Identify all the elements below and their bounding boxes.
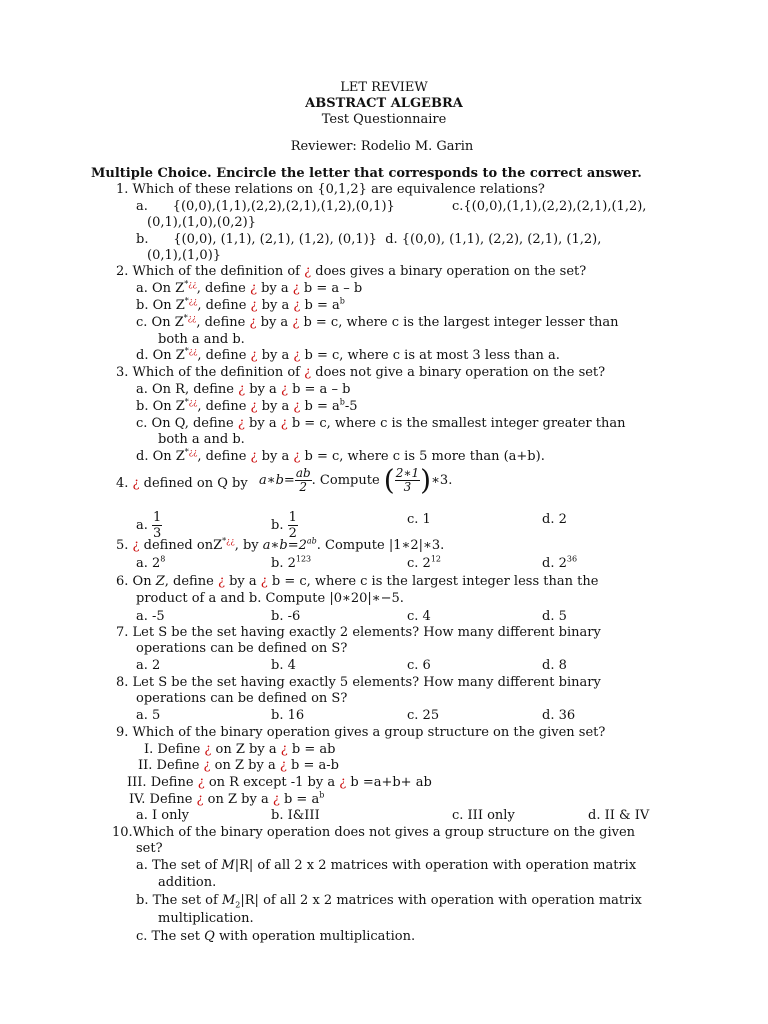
q2-option-d: d. On Z*¿¿, define ¿ by a ¿ b = c, where c is at most 3 less than a. [136, 346, 560, 363]
question-10-cont: set? [136, 841, 163, 856]
q9-item-iii: III. Define ¿ on R except -1 by a ¿ b =a+b+ ab [127, 775, 432, 790]
question-2: 2. Which of the definition of ¿ does gives a binary operation on the set? [116, 264, 587, 279]
question-1: 1. Which of these relations on {0,1,2} are equivalence relations? [116, 182, 545, 197]
q3-option-a: a. On R, define ¿ by a ¿ b = a – b [136, 382, 351, 397]
q7-option-b: b. 4 [271, 658, 296, 673]
doc-title: ABSTRACT ALGEBRA [305, 96, 463, 111]
q9-item-i: I. Define ¿ on Z by a ¿ b = ab [144, 742, 336, 757]
q4-expression: a∗b= $\frac{ab}{2}$ . Compute ( $\frac{2∗1}{3}$ )∗3. [259, 463, 453, 497]
q7-option-a: a. 2 [136, 658, 161, 673]
instructions: Multiple Choice. Encircle the letter that corresponds to the correct answer. [91, 166, 642, 181]
q9-option-b: b. I&III [271, 808, 320, 823]
question-7: 7. Let S be the set having exactly 2 elements? How many different binary [116, 625, 601, 640]
q3-option-b: b. On Z*¿¿, define ¿ by a ¿ $b = a^b-5$ [136, 397, 358, 414]
q3-option-c-cont: both a and b. [158, 432, 245, 447]
q9-option-c: c. III only [452, 808, 515, 823]
q5-option-a: a. $2^8$ [136, 554, 166, 571]
q6-option-b: b. -6 [271, 609, 301, 624]
q3-option-c: c. On Q, define ¿ by a ¿ b = c, where c is the smallest integer greater than [136, 416, 626, 431]
question-8: 8. Let S be the set having exactly 5 elements? How many different binary [116, 675, 601, 690]
q4-option-c: c. 1 [407, 512, 431, 527]
question-8-cont: operations can be defined on S? [136, 691, 348, 706]
q8-option-b: b. 16 [271, 708, 305, 723]
doc-heading-let-review: LET REVIEW [340, 80, 428, 95]
q1-option-d-cont: (0,1),(1,0)} [147, 248, 222, 263]
q9-option-d: d. II & IV [588, 808, 650, 823]
q8-option-c: c. 25 [407, 708, 440, 723]
doc-subtitle: Test Questionnaire [321, 112, 447, 127]
q10-option-a-cont: addition. [158, 875, 217, 890]
q10-option-b-cont: multiplication. [158, 911, 254, 926]
q1-option-c-cont: (0,1),(1,0),(0,2)} [147, 215, 256, 230]
q9-item-ii: II. Define ¿ on Z by a ¿ b = a-b [138, 758, 339, 773]
q4-option-a: a. $\frac{1}{3}$ [136, 510, 162, 541]
q9-option-a: a. I only [136, 808, 189, 823]
q2-option-c: c. On Z*¿¿, define ¿ by a ¿ b = c, where c is the largest integer lesser than [136, 313, 619, 330]
q4-option-b: b. $\frac{1}{2}$ [271, 510, 297, 541]
question-9: 9. Which of the binary operation gives a group structure on the given set? [116, 725, 606, 740]
q7-option-d: d. 8 [542, 658, 567, 673]
q6-option-d: d. 5 [542, 609, 567, 624]
q10-option-b: b. The set of $M_2|R|$ of all 2 x 2 matrices with operation with operation matrix [136, 893, 642, 910]
question-3: 3. Which of the definition of ¿ does not give a binary operation on the set? [116, 365, 606, 380]
q5-option-b: b. $2^{123}$ [271, 554, 312, 571]
q6-option-a: a. -5 [136, 609, 165, 624]
reviewer-line: Reviewer: Rodelio M. Garin [290, 139, 474, 154]
question-10: 10.Which of the binary operation does not gives a group structure on the given [112, 825, 636, 840]
q8-option-a: a. 5 [136, 708, 161, 723]
q9-item-iv: IV. Define ¿ on Z by a ¿ $b = a^b$ [129, 790, 325, 807]
q10-option-a: a. The set of M|R| of all 2 x 2 matrices with operation with operation matrix [136, 858, 637, 873]
q10-option-c: c. The set Q with operation multiplication. [136, 929, 416, 944]
q1-option-c: c.{(0,0),(1,1),(2,2),(2,1),(1,2), [452, 199, 647, 214]
q4-option-d: d. 2 [542, 512, 567, 527]
q2-option-c-cont: both a and b. [158, 332, 245, 347]
question-6: 6. On Z, define ¿ by a ¿ b = c, where c is the largest integer less than the [116, 574, 599, 589]
q8-option-d: d. 36 [542, 708, 576, 723]
q3-option-d: d. On Z*¿¿, define ¿ by a ¿ b = c, where c is 5 more than (a+b). [136, 447, 545, 464]
question-7-cont: operations can be defined on S? [136, 641, 348, 656]
q2-option-b: b. On Z*¿¿, define ¿ by a ¿ $b = a^b$ [136, 296, 345, 313]
question-4: 4. ¿ defined on Q by [116, 476, 248, 491]
op-symbol: ¿ [304, 264, 312, 279]
q1-option-a: a. {(0,0),(1,1),(2,2),(2,1),(1,2),(0,1)} [136, 199, 395, 214]
q5-option-d: d. $2^{36}$ [542, 554, 578, 571]
question-5: 5. ¿ defined onZ*¿¿, by $a∗b=2^{ab}$. Compute |1∗2|∗3. [116, 536, 445, 553]
q6-option-c: c. 4 [407, 609, 431, 624]
q5-option-c: c. $2^{12}$ [407, 554, 442, 571]
q7-option-c: c. 6 [407, 658, 431, 673]
q2-option-a: a. On Z*¿¿, define ¿ by a ¿ b = a – b [136, 279, 363, 296]
q1-option-b: b. {(0,0), (1,1), (2,1), (1,2), (0,1)} d. {(0,0), (1,1), (2,2), (2,1), (1,2), [136, 232, 602, 247]
question-6-cont: product of a and b. Compute |0∗20|∗−5. [136, 591, 404, 606]
